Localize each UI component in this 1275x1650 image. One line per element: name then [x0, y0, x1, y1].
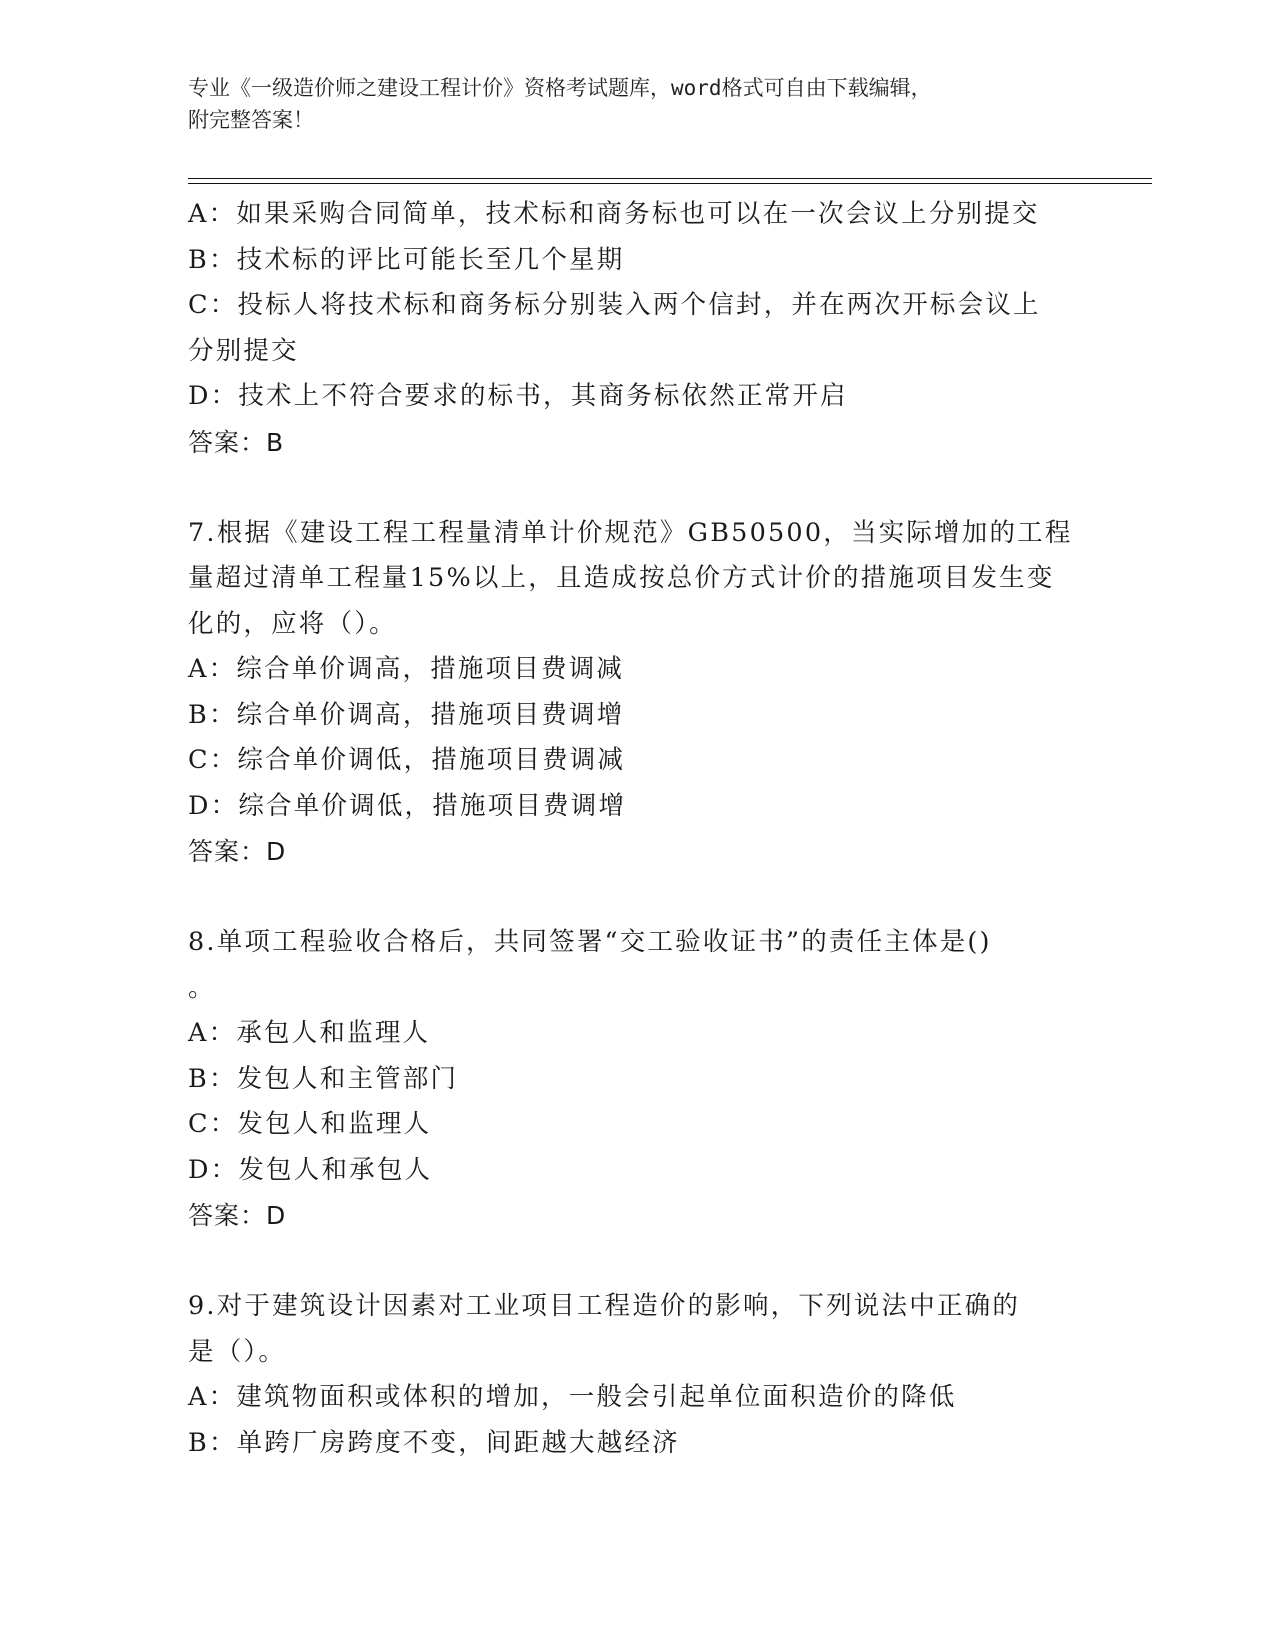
document-header — [188, 72, 1068, 136]
question-9-block — [188, 1284, 1088, 1466]
q7-option-d: D：综合单价调低，措施项目费调增 — [188, 790, 627, 821]
q8-option-b: B：发包人和主管部门 — [188, 1063, 459, 1094]
q7-option-b: B：综合单价调高，措施项目费调增 — [188, 699, 625, 730]
q8-option-d: D：发包人和承包人 — [188, 1154, 433, 1185]
q9-option-a: A：建筑物面积或体积的增加，一般会引起单位面积造价的降低 — [188, 1382, 957, 1412]
q6-option-c-line-2: 分别提交 — [188, 335, 299, 366]
header-line-2: 附完整答案！ — [188, 108, 314, 132]
question-8-block — [188, 920, 1088, 1239]
question-7-block — [188, 511, 1088, 875]
header-divider-bottom — [188, 183, 1152, 184]
spacer — [188, 875, 1088, 921]
q9-stem-line-2: 是（）。 — [188, 1336, 287, 1367]
q6-option-d: D：技术上不符合要求的标书，其商务标依然正常开启 — [188, 381, 848, 411]
header-divider-top — [188, 178, 1152, 179]
q9-option-b: B：单跨厂房跨度不变，间距越大越经济 — [188, 1427, 680, 1458]
q6-answer: 答案：B — [188, 427, 285, 457]
q6-option-c-line-1: C：投标人将技术标和商务标分别装入两个信封，并在两次开标会议上 — [188, 290, 1041, 320]
q9-stem-line-1: 9.对于建筑设计因素对工业项目工程造价的影响，下列说法中正确的 — [188, 1291, 1021, 1321]
q7-option-a: A：综合单价调高，措施项目费调减 — [188, 654, 625, 684]
q8-stem-line-2: 。 — [188, 972, 216, 1003]
q8-stem-line-1: 8.单项工程验收合格后，共同签署“交工验收证书”的责任主体是() — [188, 927, 992, 957]
question-6-block — [188, 192, 1088, 465]
q6-option-b: B：技术标的评比可能长至几个星期 — [188, 244, 625, 275]
q7-stem-line-3: 化的，应将（）。 — [188, 608, 397, 639]
q8-answer: 答案：D — [188, 1201, 287, 1230]
q8-option-a: A：承包人和监理人 — [188, 1018, 431, 1048]
q7-option-c: C：综合单价调低，措施项目费调减 — [188, 745, 626, 775]
header-line-1: 专业《一级造价师之建设工程计价》资格考试题库，word格式可自由下载编辑， — [188, 76, 932, 100]
document-body — [188, 192, 1088, 1466]
spacer — [188, 1239, 1088, 1285]
q8-option-c: C：发包人和监理人 — [188, 1109, 432, 1139]
q7-stem-line-1: 7.根据《建设工程工程量清单计价规范》GB50500，当实际增加的工程 — [188, 517, 1073, 548]
spacer — [188, 465, 1088, 511]
q6-option-a: A：如果采购合同简单，技术标和商务标也可以在一次会议上分别提交 — [188, 199, 1040, 229]
q7-stem-line-2: 量超过清单工程量15%以上，且造成按总价方式计价的措施项目发生变 — [188, 563, 1055, 593]
q7-answer: 答案：D — [188, 837, 287, 866]
